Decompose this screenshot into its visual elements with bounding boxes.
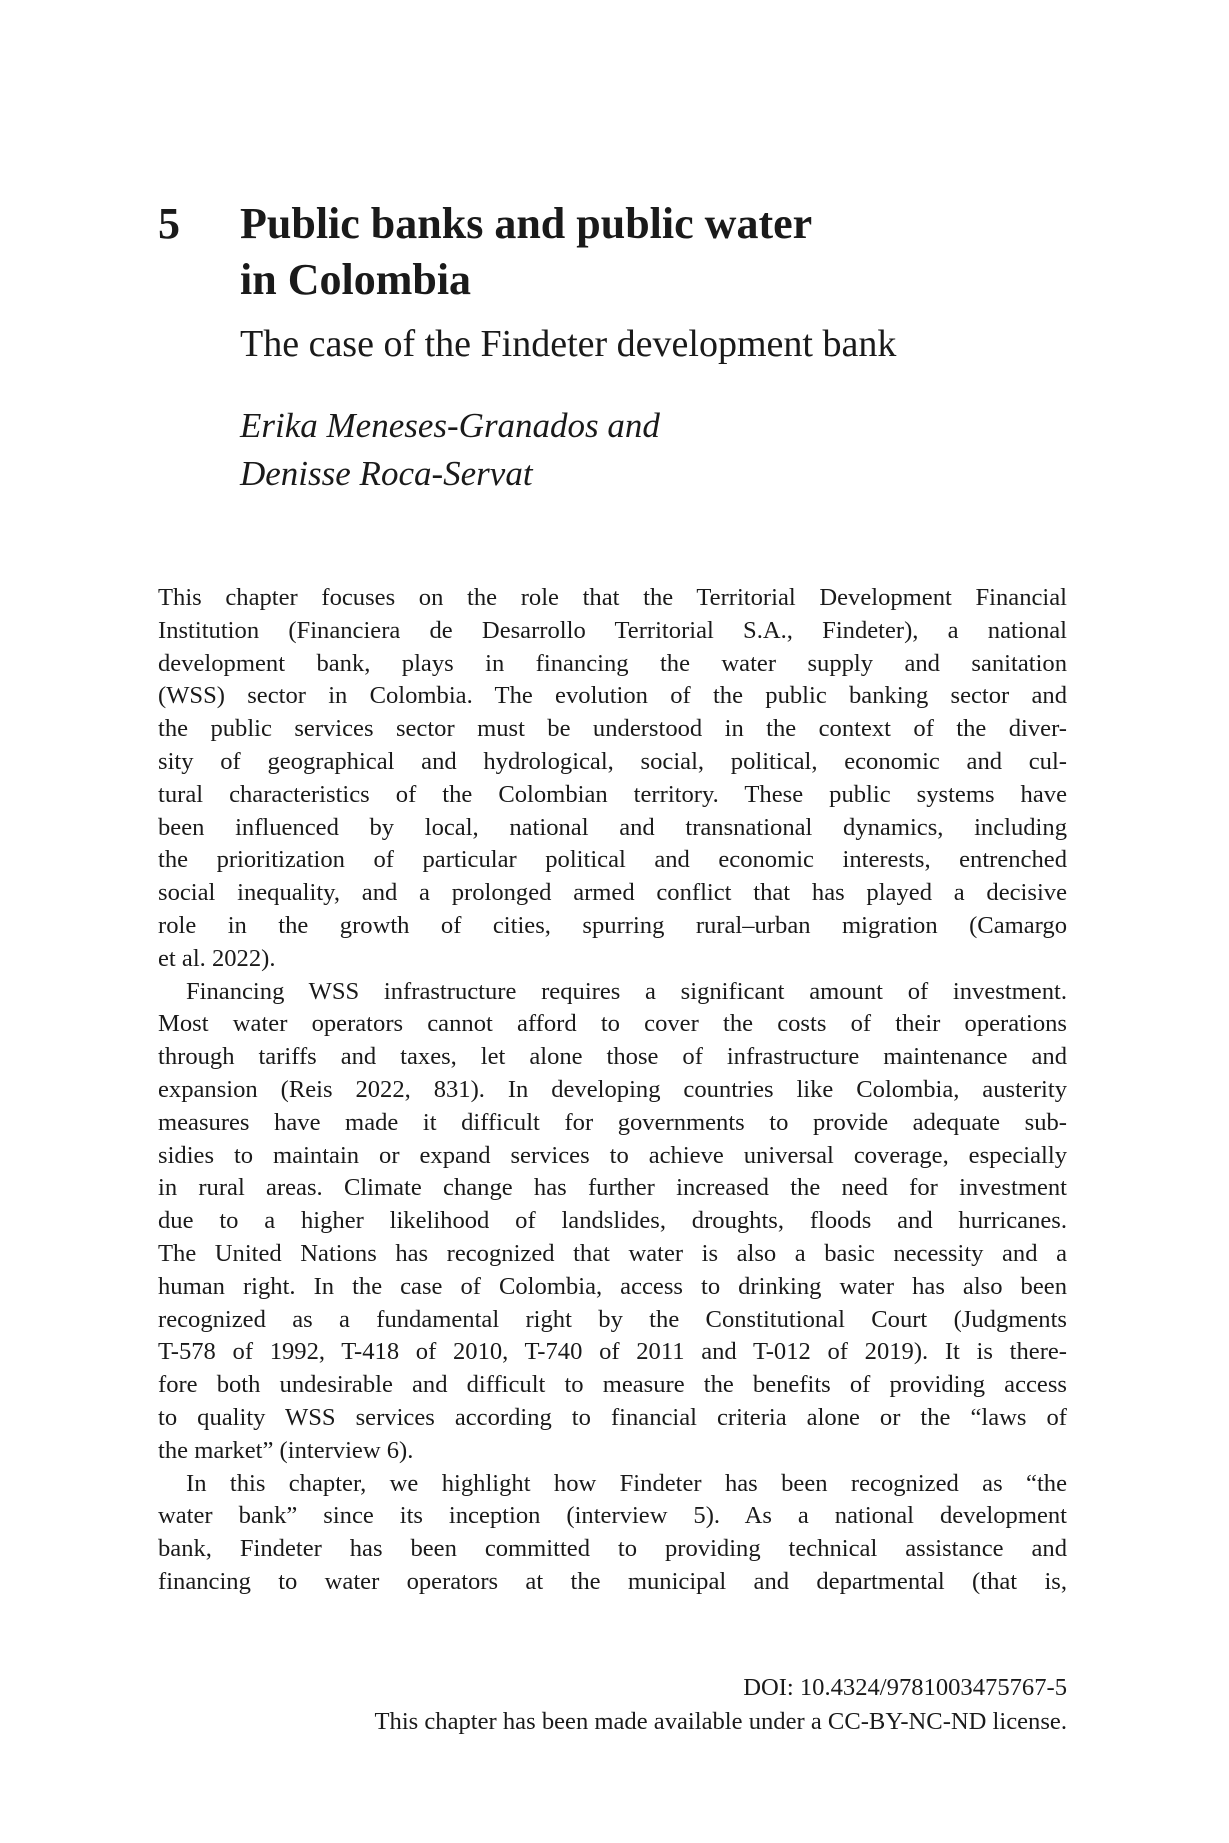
text-line: In this chapter, we highlight how Findeter has been recognized as “the xyxy=(186,1469,1067,1497)
author-line: Erika Meneses-Granados and xyxy=(240,406,660,445)
chapter-title-line: Public banks and public water xyxy=(240,199,813,248)
author-line: Denisse Roca-Servat xyxy=(240,454,533,493)
text-line: Institution (Financiera de Desarrollo Territorial S.A., Findeter), a national xyxy=(158,616,1067,644)
text-line: This chapter focuses on the role that the Territorial Development Financial xyxy=(158,584,1067,611)
text-line: bank, Findeter has been committed to providing technical assistance and xyxy=(158,1535,1067,1563)
text-line: social inequality, and a prolonged armed conflict that has played a decisive xyxy=(158,879,1067,907)
text-line: role in the growth of cities, spurring rural–urban migration (Camargo xyxy=(158,911,1067,939)
text-line: the market” (interview 6). xyxy=(158,1436,414,1464)
chapter-number: 5 xyxy=(158,199,180,248)
paragraph xyxy=(158,582,1067,976)
text-line: measures have made it difficult for governments to provide adequate sub- xyxy=(158,1108,1067,1136)
text-line: through tariffs and taxes, let alone those of infrastructure maintenance and xyxy=(158,1043,1067,1071)
text-line: Financing WSS infrastructure requires a significant amount of investment. xyxy=(186,977,1067,1005)
text-line: Most water operators cannot afford to cover the costs of their operations xyxy=(158,1010,1067,1038)
chapter-authors xyxy=(240,402,1100,498)
chapter-title-line: in Colombia xyxy=(240,255,472,304)
license-text: This chapter has been made available under a CC-BY-NC-ND license. xyxy=(374,1708,1067,1735)
text-line: water bank” since its inception (interview 5). As a national development xyxy=(158,1502,1067,1530)
chapter-title xyxy=(240,196,1100,308)
text-line: financing to water operators at the municipal and departmental (that is, xyxy=(158,1567,1067,1595)
text-line: expansion (Reis 2022, 831). In developing countries like Colombia, austerity xyxy=(158,1075,1067,1103)
text-line: development bank, plays in financing the water supply and sanitation xyxy=(158,649,1067,677)
text-line: the prioritization of particular political and economic interests, entrenched xyxy=(158,846,1067,874)
text-line: due to a higher likelihood of landslides, droughts, floods and hurricanes. xyxy=(158,1207,1067,1235)
text-line: T-578 of 1992, T-418 of 2010, T-740 of 2011 and T-012 of 2019). It is there- xyxy=(158,1338,1067,1366)
text-line: human right. In the case of Colombia, access to drinking water has also been xyxy=(158,1272,1067,1300)
text-line: (WSS) sector in Colombia. The evolution of the public banking sector and xyxy=(158,682,1067,710)
text-line: in rural areas. Climate change has further increased the need for investment xyxy=(158,1174,1067,1202)
doi-text: DOI: 10.4324/9781003475767-5 xyxy=(743,1674,1067,1701)
text-line: been influenced by local, national and transnational dynamics, including xyxy=(158,813,1067,841)
chapter-subtitle: The case of the Findeter development bank xyxy=(240,323,897,365)
body-text xyxy=(158,582,1067,1599)
text-line: tural characteristics of the Colombian territory. These public systems have xyxy=(158,780,1067,808)
text-line: sidies to maintain or expand services to achieve universal coverage, especially xyxy=(158,1141,1067,1169)
text-line: sity of geographical and hydrological, social, political, economic and cul- xyxy=(158,747,1067,775)
page-footer xyxy=(375,1671,1068,1739)
paragraph xyxy=(158,976,1067,1468)
paragraph xyxy=(158,1468,1067,1599)
text-line: to quality WSS services according to financial criteria alone or the “laws of xyxy=(158,1403,1067,1431)
text-line: recognized as a fundamental right by the Constitutional Court (Judgments xyxy=(158,1305,1067,1333)
text-line: The United Nations has recognized that water is also a basic necessity and a xyxy=(158,1239,1067,1267)
text-line: the public services sector must be understood in the context of the diver- xyxy=(158,715,1067,743)
text-line: et al. 2022). xyxy=(158,944,276,972)
text-line: fore both undesirable and difficult to measure the benefits of providing access xyxy=(158,1371,1067,1399)
